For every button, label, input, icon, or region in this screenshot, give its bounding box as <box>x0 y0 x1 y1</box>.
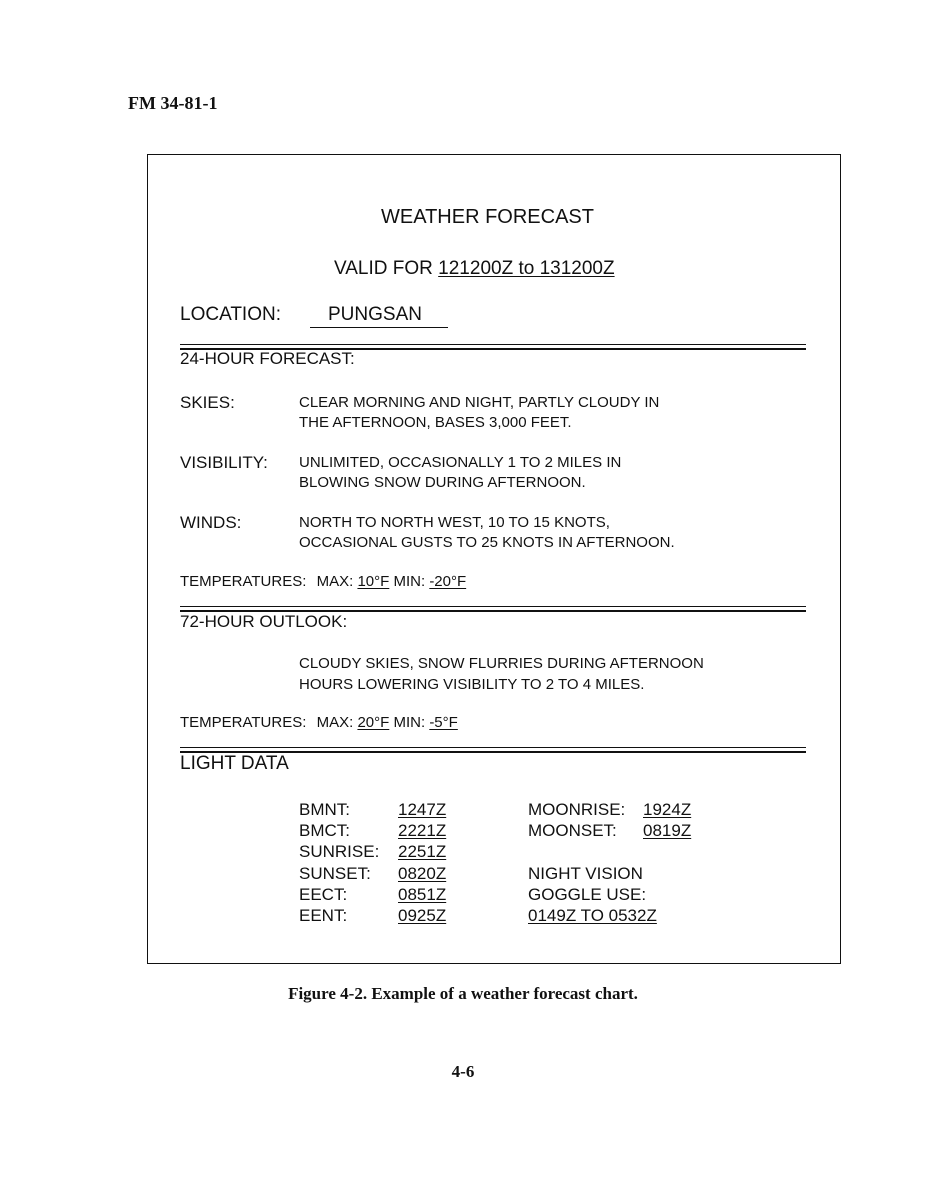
outlook72-heading: 72-HOUR OUTLOOK: <box>180 612 348 631</box>
outlook-text-line1: CLOUDY SKIES, SNOW FLURRIES DURING AFTERNOON <box>299 655 704 672</box>
forecast24-temperatures <box>180 573 466 590</box>
moonrise-label: MOONRISE: <box>528 800 626 819</box>
location-label: LOCATION: <box>180 304 281 325</box>
eect-value: 0851Z <box>398 885 447 904</box>
forecast24-heading: 24-HOUR FORECAST: <box>180 349 355 368</box>
nvg-value: 0149Z TO 0532Z <box>528 906 657 925</box>
visibility-label: VISIBILITY: <box>180 453 268 472</box>
moonrise-value: 1924Z <box>643 800 692 819</box>
min-label: MIN: <box>393 573 426 590</box>
eect-label: EECT: <box>299 885 348 904</box>
location-value: PUNGSAN <box>310 304 448 328</box>
max-label: MAX: <box>316 573 354 590</box>
temperatures-label: TEMPERATURES: <box>180 714 307 731</box>
outlook-text-line2: HOURS LOWERING VISIBILITY TO 2 TO 4 MILES. <box>299 676 645 693</box>
sunset-value: 0820Z <box>398 864 447 883</box>
outlook72-temperatures <box>180 714 458 731</box>
winds-label: WINDS: <box>180 513 242 532</box>
min-label: MIN: <box>393 714 426 731</box>
visibility-text-line2: BLOWING SNOW DURING AFTERNOON. <box>299 474 586 491</box>
sunset-label: SUNSET: <box>299 864 371 883</box>
max-label: MAX: <box>316 714 354 731</box>
valid-label: VALID FOR <box>334 258 433 279</box>
moonset-value: 0819Z <box>643 821 692 840</box>
bmct-value: 2221Z <box>398 821 447 840</box>
max-temperature: 10°F <box>357 573 390 590</box>
min-temperature: -5°F <box>429 714 458 731</box>
bmnt-value: 1247Z <box>398 800 447 819</box>
sunrise-label: SUNRISE: <box>299 842 380 861</box>
nvg-label-line1: NIGHT VISION <box>528 864 643 883</box>
eent-label: EENT: <box>299 906 348 925</box>
skies-label: SKIES: <box>180 393 235 412</box>
visibility-text-line1: UNLIMITED, OCCASIONALLY 1 TO 2 MILES IN <box>299 454 622 471</box>
max-temperature: 20°F <box>357 714 390 731</box>
skies-text-line1: CLEAR MORNING AND NIGHT, PARTLY CLOUDY IN <box>299 394 660 411</box>
document-id: FM 34-81-1 <box>128 93 218 113</box>
figure-caption: Figure 4-2. Example of a weather forecast chart. <box>288 984 638 1003</box>
valid-period-line <box>334 258 615 280</box>
chart-title: WEATHER FORECAST <box>381 206 594 228</box>
min-temperature: -20°F <box>429 573 467 590</box>
moonset-label: MOONSET: <box>528 821 617 840</box>
winds-text-line2: OCCASIONAL GUSTS TO 25 KNOTS IN AFTERNOON. <box>299 534 675 551</box>
eent-value: 0925Z <box>398 906 447 925</box>
light-data-heading: LIGHT DATA <box>180 753 289 774</box>
bmnt-label: BMNT: <box>299 800 350 819</box>
page-number: 4-6 <box>451 1062 475 1081</box>
nvg-label-line2: GOGGLE USE: <box>528 885 647 904</box>
bmct-label: BMCT: <box>299 821 350 840</box>
valid-period-value: 121200Z to 131200Z <box>438 258 615 279</box>
temperatures-label: TEMPERATURES: <box>180 573 307 590</box>
sunrise-value: 2251Z <box>398 842 447 861</box>
winds-text-line1: NORTH TO NORTH WEST, 10 TO 15 KNOTS, <box>299 514 610 531</box>
skies-text-line2: THE AFTERNOON, BASES 3,000 FEET. <box>299 414 572 431</box>
